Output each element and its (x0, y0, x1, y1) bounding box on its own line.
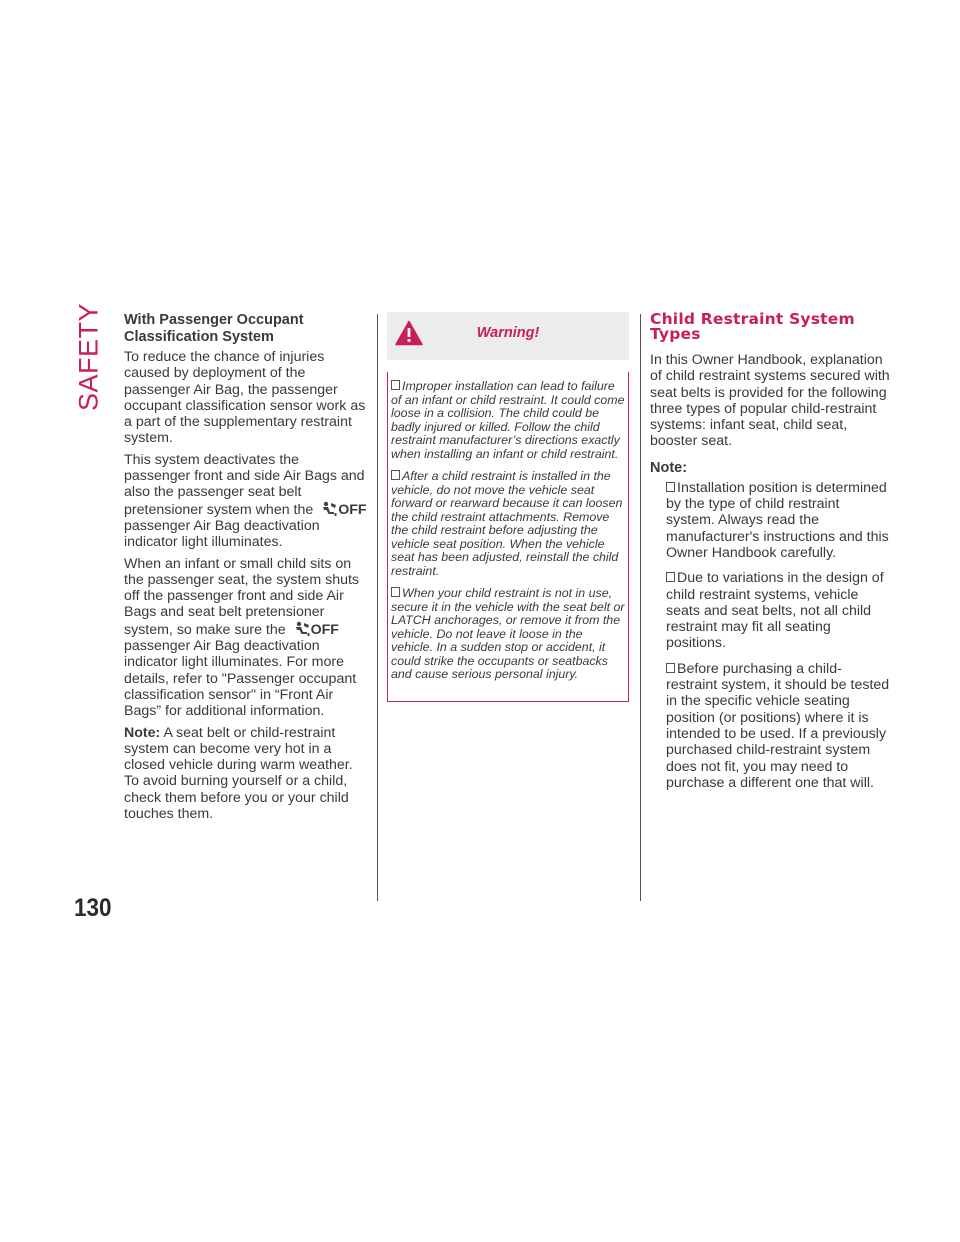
page-number: 130 (74, 894, 112, 922)
paragraph-3 (124, 556, 368, 720)
section-title (650, 312, 892, 342)
checkbox-bullet-icon (666, 663, 675, 673)
column-divider-left (377, 314, 378, 901)
warning-title: Warning! (476, 325, 540, 341)
section-side-label (72, 302, 106, 412)
section-label-text: SAFETY (73, 302, 104, 412)
warning-item-text: When your child restraint is not in use, secure it in the vehicle with the seat belt or LATCH anchorages, or remove it from the vehicle. Do not leave it loose in the vehicle. In a sudden stop or accident, it could strike the occupants or seatbacks and cause serious personal injury. (391, 586, 625, 681)
passenger-airbag-icon (293, 621, 311, 637)
off-label: OFF (338, 501, 367, 518)
checkbox-bullet-icon (391, 380, 400, 390)
checkbox-bullet-icon (666, 482, 675, 492)
note-paragraph (124, 725, 368, 823)
paragraph-3-text-b: passenger Air Bag deactivation indicator light illuminates. For more details, refer to "Passenger occupant classification sensor" in “Front Air Bags” for additional information. (124, 638, 357, 720)
checkbox-bullet-icon (666, 572, 675, 582)
warning-item (391, 380, 625, 461)
note-bullet (650, 661, 892, 791)
note-label: Note: (124, 724, 161, 741)
note-bullet-text: Before purchasing a child-restraint system, it should be tested in the specific vehicle seating position (or positions) where it is intended to be used. If a previously purchased child-restraint system does not fit, you may need to purchase a different one that will. (666, 660, 890, 791)
note-bullet (650, 480, 892, 561)
warning-header (387, 312, 629, 360)
intro-paragraph: In this Owner Handbook, explanation of child restraint systems secured with seat belts is provided for the following three types of popular child-restraint systems: infant seat, child seat, booster seat. (650, 352, 890, 450)
warning-item (391, 470, 625, 578)
paragraph-2-text-b: passenger Air Bag deactivation indicator light illuminates. (124, 517, 320, 551)
section-title-line-2: Types (650, 325, 701, 343)
subheading: With Passenger Occupant Classification System (124, 312, 304, 345)
warning-box (387, 372, 629, 702)
note-bullet (650, 570, 892, 651)
note-label: Note: (650, 459, 688, 476)
paragraph-2 (124, 452, 368, 551)
column-divider-right (640, 314, 641, 901)
checkbox-bullet-icon (391, 587, 400, 597)
paragraph-3-text-a: When an infant or small child sits on the passenger seat, the system shuts off the passenger front and side Air Bags and seat belt pretensioner system, so make sure the (124, 555, 360, 638)
paragraph-2-text-a: This system deactivates the passenger front and side Air Bags and also the passenger seat belt pretensioner system when the (124, 451, 365, 518)
section-title-line-1: Child Restraint System (650, 310, 855, 328)
note-bullet-text: Due to variations in the design of child restraint systems, vehicle seats and seat belts, not all child restraint may fit all seating positions. (666, 570, 884, 652)
checkbox-bullet-icon (391, 470, 400, 480)
note-bullet-text: Installation position is determined by the type of child restraint system. Always read the manufacturer's instructions and this Owner Handbook carefully. (666, 479, 889, 561)
passenger-airbag-icon (320, 501, 338, 517)
warning-item-text: Improper installation can lead to failure of an infant or child restraint. It could come loose in a collision. The child could be badly injured or killed. Follow the child restraint manufacturer’s directions exactly when installing an infant or child restraint. (391, 379, 625, 461)
right-column (650, 312, 892, 800)
warning-item (391, 587, 625, 682)
left-column (124, 312, 368, 827)
off-label: OFF (310, 621, 339, 638)
warning-column (387, 312, 629, 702)
warning-item-text: After a child restraint is installed in the vehicle, do not move the vehicle seat forward or rearward because it can loosen the child restraint attachments. Remove the child restraint before adjusting the vehicle seat position. When the vehicle seat has been adjusted, reinstall the child restraint. (391, 469, 623, 578)
paragraph-1: To reduce the chance of injuries caused by deployment of the passenger Air Bag, the passenger occupant classification sensor work as a part of the supplementary restraint system. (124, 349, 366, 447)
note-text: A seat belt or child-restraint system can become very hot in a closed vehicle during warm weather. To avoid burning yourself or a child, check them before you or your child touches them. (124, 724, 353, 823)
